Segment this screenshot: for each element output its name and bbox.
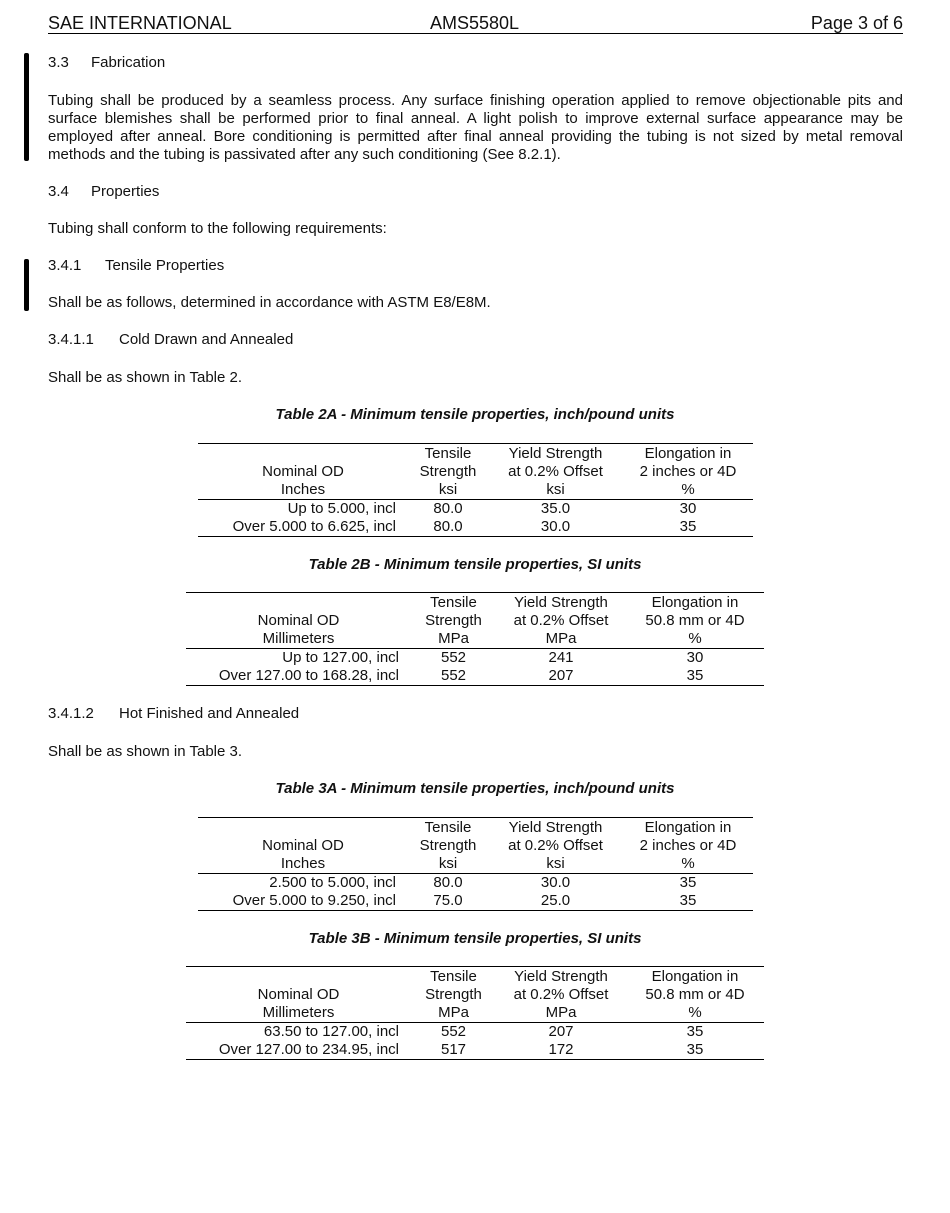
table-cell: Over 127.00 to 168.28, incl bbox=[186, 667, 411, 686]
header-cell: 2 inches or 4D bbox=[639, 463, 737, 480]
header-org: SAE INTERNATIONAL bbox=[48, 13, 232, 33]
section-paragraph: Shall be as follows, determined in accordance with ASTM E8/E8M. bbox=[48, 294, 491, 311]
table-caption: Table 2A - Minimum tensile properties, inch/pound units bbox=[275, 406, 675, 423]
section-title: Tensile Properties bbox=[105, 257, 225, 274]
header-cell: ksi bbox=[488, 855, 623, 874]
section-number: 3.4.1.2 bbox=[48, 705, 94, 722]
header-cell: at 0.2% Offset bbox=[508, 463, 603, 480]
table-cell: 35 bbox=[686, 1023, 704, 1040]
header-cell: Nominal OD bbox=[257, 986, 340, 1003]
header-cell: Elongation in bbox=[626, 967, 764, 987]
table-cell: 30 bbox=[679, 500, 697, 517]
header-cell: % bbox=[623, 481, 753, 500]
header-cell: ksi bbox=[408, 481, 488, 500]
header-cell bbox=[186, 593, 411, 613]
table-cell: Over 127.00 to 234.95, incl bbox=[186, 1041, 411, 1060]
header-page-number: Page 3 of 6 bbox=[810, 13, 903, 33]
table-cell: 35 bbox=[626, 667, 764, 686]
table-row bbox=[198, 874, 753, 893]
table-3a bbox=[198, 817, 753, 911]
header-cell bbox=[186, 967, 411, 987]
header-cell: Elongation in bbox=[626, 593, 764, 613]
header-cell: at 0.2% Offset bbox=[513, 986, 609, 1003]
header-cell bbox=[198, 818, 408, 838]
table-cell: 172 bbox=[496, 1041, 626, 1060]
section-title: Fabrication bbox=[91, 54, 166, 71]
section-paragraph: Tubing shall be produced by a seamless process. Any surface finishing operation applied to remove objectionable pits and surface blemishes shall be performed prior to final anneal. A light polish to improve external surface appearance may be employed after anneal. Bore conditioning is permitted after final anneal providing the tubing is not sized by metal removal methods and the tubing is passivated after any such conditioning (See 8.2.1). bbox=[48, 92, 903, 163]
section-paragraph: Shall be as shown in Table 2. bbox=[48, 369, 243, 386]
header-cell: Millimeters bbox=[186, 630, 411, 649]
table-cell: 80.0 bbox=[433, 500, 463, 517]
section-number: 3.3 bbox=[48, 54, 69, 71]
header-cell: Millimeters bbox=[186, 1004, 411, 1023]
header-cell: Tensile bbox=[411, 593, 496, 613]
header-cell: % bbox=[626, 1004, 764, 1023]
header-cell: Strength bbox=[425, 612, 482, 629]
table-cell: Over 5.000 to 6.625, incl bbox=[198, 518, 408, 537]
header-cell: 50.8 mm or 4D bbox=[645, 612, 745, 629]
section-title: Cold Drawn and Annealed bbox=[119, 331, 294, 348]
table-cell: 207 bbox=[548, 1023, 574, 1040]
section-heading bbox=[48, 705, 299, 723]
header-cell: Inches bbox=[198, 481, 408, 500]
section-heading bbox=[48, 54, 165, 72]
table-cell: 517 bbox=[411, 1041, 496, 1060]
header-cell: Yield Strength bbox=[496, 593, 626, 613]
section-paragraph: Tubing shall conform to the following requirements: bbox=[48, 220, 387, 237]
header-cell: % bbox=[626, 630, 764, 649]
table-cell: 552 bbox=[440, 649, 467, 666]
header-cell: 50.8 mm or 4D bbox=[645, 986, 745, 1003]
table-cell: Up to 127.00, incl bbox=[282, 649, 399, 666]
table-row bbox=[186, 1023, 764, 1042]
header-cell: Elongation in bbox=[623, 818, 753, 838]
header-cell: ksi bbox=[408, 855, 488, 874]
header-cell: MPa bbox=[496, 1004, 626, 1023]
table-cell: Over 5.000 to 9.250, incl bbox=[198, 892, 408, 911]
table-cell: 30.0 bbox=[540, 874, 571, 891]
header-cell: Tensile bbox=[408, 444, 488, 464]
table-caption: Table 3A - Minimum tensile properties, inch/pound units bbox=[275, 780, 675, 797]
table-cell: 2.500 to 5.000, incl bbox=[269, 874, 396, 891]
table-cell: 241 bbox=[548, 649, 574, 666]
header-cell: MPa bbox=[411, 630, 496, 649]
header-cell: % bbox=[623, 855, 753, 874]
header-cell: Elongation in bbox=[623, 444, 753, 464]
table-cell: 80.0 bbox=[433, 874, 463, 891]
header-cell: Nominal OD bbox=[257, 612, 340, 629]
table-row bbox=[186, 649, 764, 668]
table-row bbox=[186, 1041, 764, 1060]
table-cell: 63.50 to 127.00, incl bbox=[263, 1023, 399, 1040]
table-cell: 80.0 bbox=[408, 518, 488, 537]
header-cell bbox=[198, 444, 408, 464]
header-cell: Nominal OD bbox=[262, 837, 344, 854]
table-row bbox=[186, 667, 764, 686]
table-cell: 75.0 bbox=[408, 892, 488, 911]
section-title: Hot Finished and Annealed bbox=[119, 705, 300, 722]
header-doc-number: AMS5580L bbox=[430, 13, 520, 33]
header-cell: Tensile bbox=[408, 818, 488, 838]
section-heading bbox=[48, 257, 224, 275]
section-paragraph: Shall be as shown in Table 3. bbox=[48, 743, 243, 760]
header-cell: Nominal OD bbox=[262, 463, 344, 480]
revision-bar bbox=[24, 259, 29, 311]
section-heading bbox=[48, 331, 293, 349]
table-cell: 25.0 bbox=[488, 892, 623, 911]
table-cell: 35.0 bbox=[540, 500, 571, 517]
table-cell: 552 bbox=[411, 667, 496, 686]
table-row bbox=[198, 892, 753, 911]
table-row bbox=[198, 500, 753, 519]
header-cell: Strength bbox=[419, 463, 477, 480]
section-number: 3.4.1 bbox=[48, 257, 82, 274]
table-caption: Table 2B - Minimum tensile properties, SI units bbox=[308, 556, 642, 573]
table-cell: 35 bbox=[623, 892, 753, 911]
table-3b bbox=[186, 966, 764, 1060]
table-cell: 207 bbox=[496, 667, 626, 686]
header-cell: Strength bbox=[425, 986, 482, 1003]
table-cell: 30 bbox=[686, 649, 704, 666]
header-cell: 2 inches or 4D bbox=[639, 837, 737, 854]
section-heading bbox=[48, 183, 159, 201]
table-2a bbox=[198, 443, 753, 537]
header-cell: MPa bbox=[411, 1004, 496, 1023]
page-header bbox=[48, 11, 903, 34]
table-caption: Table 3B - Minimum tensile properties, SI units bbox=[308, 930, 642, 947]
revision-bar bbox=[24, 53, 29, 161]
header-cell: at 0.2% Offset bbox=[508, 837, 603, 854]
section-number: 3.4 bbox=[48, 183, 69, 200]
table-cell: 552 bbox=[440, 1023, 467, 1040]
section-number: 3.4.1.1 bbox=[48, 331, 94, 348]
header-cell: Inches bbox=[198, 855, 408, 874]
table-row bbox=[198, 518, 753, 537]
header-cell: MPa bbox=[496, 630, 626, 649]
header-cell: ksi bbox=[488, 481, 623, 500]
table-cell: Up to 5.000, incl bbox=[287, 500, 396, 517]
header-cell: at 0.2% Offset bbox=[513, 612, 609, 629]
table-cell: 30.0 bbox=[488, 518, 623, 537]
header-cell: Yield Strength bbox=[488, 818, 623, 838]
header-cell: Strength bbox=[419, 837, 477, 854]
table-cell: 35 bbox=[623, 518, 753, 537]
header-cell: Tensile bbox=[411, 967, 496, 987]
header-cell: Yield Strength bbox=[496, 967, 626, 987]
section-title: Properties bbox=[91, 183, 160, 200]
table-cell: 35 bbox=[679, 874, 697, 891]
header-cell: Yield Strength bbox=[488, 444, 623, 464]
table-2b bbox=[186, 592, 764, 686]
table-cell: 35 bbox=[626, 1041, 764, 1060]
